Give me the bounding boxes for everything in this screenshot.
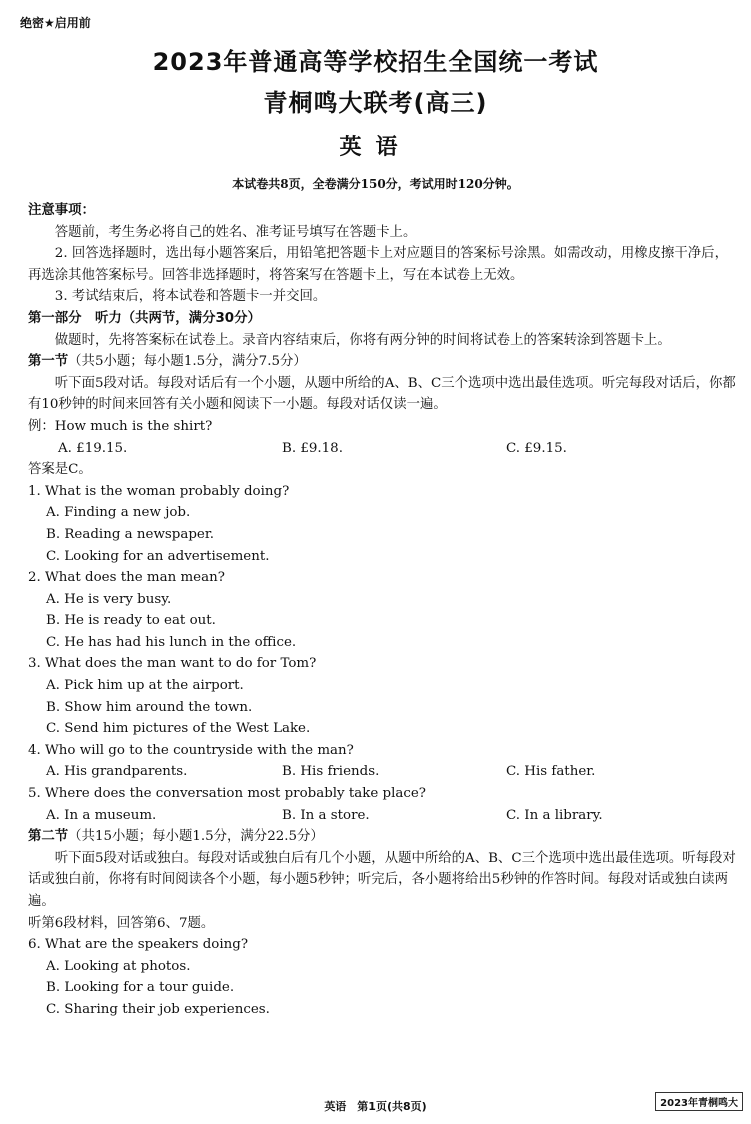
section2-instruction: 听下面5段对话或独白。每段对话或独白后有几个小题，从题中所给的A、B、C三个选项中选出最佳选项。听每段对话或独白前，你将有时间阅读各个小题，每小题5秒钟；听完后，各小题将给出5秒钟的作答时间。每段对话或独白读两遍。	[28, 850, 736, 909]
notice-heading: 注意事项：	[28, 203, 95, 218]
option: A. He is very busy.	[46, 591, 172, 607]
section1-heading	[28, 351, 740, 373]
exam-intro: 本试卷共8页，全卷满分150分，考试用时120分钟。	[232, 177, 519, 191]
option: B. He is ready to eat out.	[46, 613, 216, 629]
subject-title: 英语	[339, 135, 412, 160]
corner-stamp: 2023年青桐鸣大	[655, 1092, 743, 1111]
section2-sub: （共15小题；每小题1.5分，满分22.5分）	[68, 829, 324, 845]
option: C. Looking for an advertisement.	[46, 548, 270, 564]
example-question: 例：How much is the shirt?	[28, 418, 213, 434]
example-options	[28, 438, 740, 460]
options-row	[28, 761, 740, 783]
material-note: 听第6段材料，回答第6、7题。	[28, 915, 215, 931]
section1-sub: （共5小题；每小题1.5分，满分7.5分）	[68, 354, 307, 370]
option: B. In a store.	[282, 807, 370, 823]
option: A. Finding a new job.	[46, 505, 191, 521]
option: B. £9.18.	[282, 440, 343, 456]
option: A. £19.15.	[58, 440, 128, 456]
options-row	[28, 805, 740, 827]
option: A. In a museum.	[46, 807, 157, 823]
secret-label: 绝密★启用前	[20, 16, 91, 30]
option: B. Show him around the town.	[46, 699, 253, 715]
option: B. His friends.	[282, 764, 380, 780]
example-answer: 答案是C。	[28, 462, 92, 478]
exam-subtitle: 青桐鸣大联考(高三)	[263, 89, 488, 117]
exam-content	[28, 200, 740, 1021]
exam-title: 2023年普通高等学校招生全国统一考试	[152, 48, 599, 76]
option: C. £9.15.	[506, 440, 567, 456]
section2-heading	[28, 826, 740, 848]
option: C. Sharing their job experiences.	[46, 1001, 270, 1017]
notice-item: 3. 考试结束后，将本试卷和答题卡一并交回。	[54, 289, 327, 305]
section2-title: 第二节	[28, 829, 69, 845]
question: 3. What does the man want to do for Tom?	[28, 656, 317, 672]
option: A. Looking at photos.	[46, 958, 191, 974]
option: B. Reading a newspaper.	[46, 526, 215, 542]
question: 2. What does the man mean?	[28, 570, 225, 586]
section1-title: 第一节	[28, 354, 69, 370]
option: C. He has had his lunch in the office.	[46, 634, 297, 650]
option: A. Pick him up at the airport.	[46, 678, 244, 694]
question: 6. What are the speakers doing?	[28, 937, 249, 953]
notice-item: 答题前，考生务必将自己的姓名、准考证号填写在答题卡上。	[54, 224, 417, 240]
question: 5. Where does the conversation most probably take place?	[28, 786, 426, 802]
question: 1. What is the woman probably doing?	[28, 483, 290, 499]
page-footer: 英语 第1页(共8页)	[324, 1100, 427, 1113]
part1-instruction: 做题时，先将答案标在试卷上。录音内容结束后，你将有两分钟的时间将试卷上的答案转涂到答题卡上。	[54, 332, 671, 348]
option: C. His father.	[506, 764, 596, 780]
section1-instruction: 听下面5段对话。每段对话后有一个小题，从题中所给的A、B、C三个选项中选出最佳选项。听完每段对话后，你都有10秒钟的时间来回答有关小题和阅读下一小题。每段对话仅读一遍。	[28, 375, 736, 413]
notice-item: 2. 回答选择题时，选出每小题答案后，用铅笔把答题卡上对应题目的答案标号涂黑。如需改动，用橡皮擦干净后，再选涂其他答案标号。回答非选择题时，将答案写在答题卡上，写在本试卷上无效。	[28, 246, 728, 283]
question: 4. Who will go to the countryside with the man?	[28, 742, 354, 758]
option: A. His grandparents.	[46, 764, 188, 780]
part1-heading: 第一部分 听力（共两节，满分30分）	[28, 310, 261, 326]
option: B. Looking for a tour guide.	[46, 980, 235, 996]
option: C. Send him pictures of the West Lake.	[46, 721, 311, 737]
option: C. In a library.	[506, 807, 603, 823]
